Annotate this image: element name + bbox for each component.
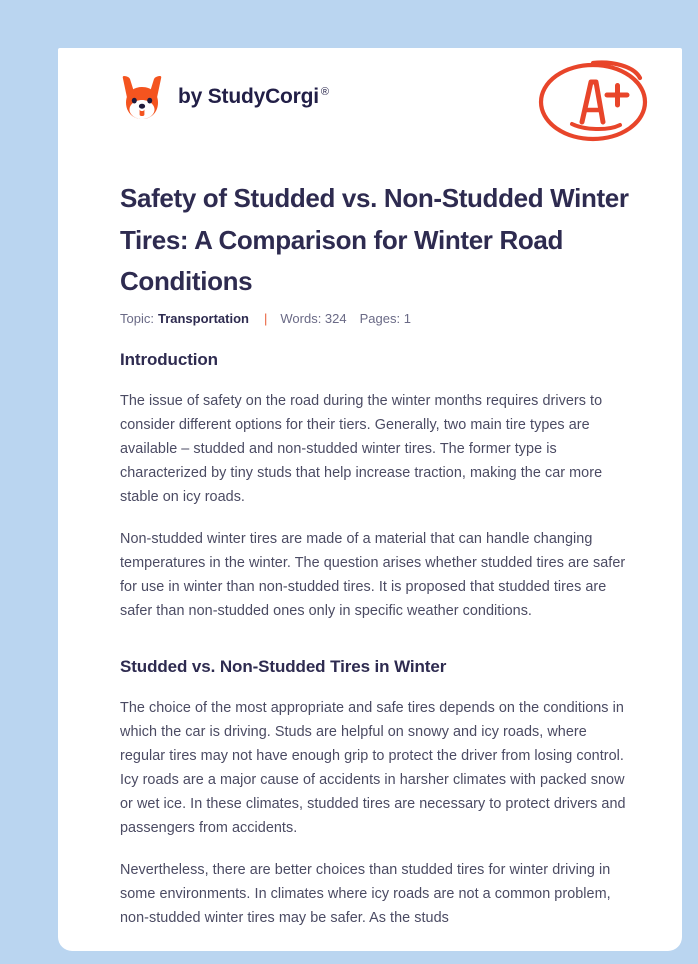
page-title: Safety of Studded vs. Non-Studded Winter Tires: A Comparison for Winter Road Conditions <box>120 183 629 296</box>
paragraph: The issue of safety on the road during the winter months requires drivers to consider different options for their tiers. Generally, two main tire types are available – studded and non-studded winter tires. The former type is characterized by tiny studs that help increase traction, making the car more stable on icy roads. <box>120 393 603 505</box>
section-heading-introduction: Introduction <box>120 350 218 369</box>
document-page <box>58 48 682 951</box>
paragraph: Nevertheless, there are better choices than studded tires for winter driving in some environments. In climates where icy roads are not a common problem, non-studded winter tires may be safer. As the studs <box>120 862 611 926</box>
word-count: Words: 324 <box>280 311 347 326</box>
registered-trademark-icon: ® <box>320 86 329 98</box>
brand-name-text: by StudyCorgi <box>178 85 319 108</box>
topic-value[interactable]: Transportation <box>157 311 249 326</box>
document-meta <box>120 311 411 326</box>
topic-label: Topic: <box>120 311 154 326</box>
page-count: Pages: 1 <box>359 311 411 326</box>
corgi-head-icon <box>120 73 164 121</box>
meta-separator: | <box>263 311 268 326</box>
paragraph: The choice of the most appropriate and safe tires depends on the conditions in which the car is driving. Studs are helpful on snowy and icy roads, where regular tires may not have enough grip to protect the driver from losing control. Icy roads are a major cause of accidents in harsher climates with packed snow or wet ice. In these climates, studded tires are necessary to protect drivers and passengers from accidents. <box>120 700 626 836</box>
document-body <box>120 350 632 930</box>
section-heading-studded-vs-non-studded: Studded vs. Non-Studded Tires in Winter <box>120 657 447 676</box>
a-plus-grade-badge-icon <box>534 58 652 146</box>
document-header <box>58 48 682 158</box>
paragraph: Non-studded winter tires are made of a material that can handle changing temperatures in the winter. The question arises whether studded tires are safer for use in winter than non-studded tires. It is proposed that studded tires are safer than non-studded ones only in specific weather conditions. <box>120 531 626 619</box>
brand-name <box>178 85 329 109</box>
brand-lockup[interactable] <box>120 73 329 121</box>
